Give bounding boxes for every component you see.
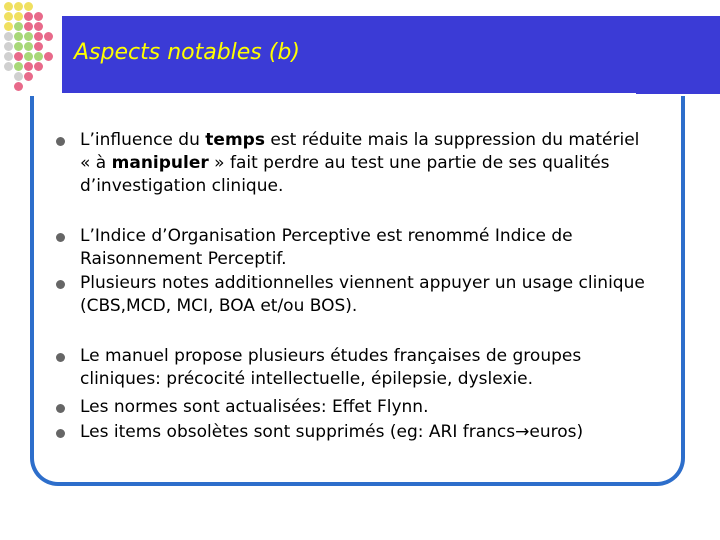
list-item-text: L’Indice d’Organisation Perceptive est renommé Indice de Raisonnement Perceptif.	[80, 226, 573, 269]
text-segment: L’influence du	[80, 130, 206, 150]
list-item-text: Le manuel propose plusieurs études françaises de groupes cliniques: précocité intellectuelle, épilepsie, dyslexie.	[80, 346, 582, 389]
bullet-icon	[56, 233, 65, 242]
list-item	[80, 225, 650, 271]
list-item	[80, 396, 650, 419]
text-segment: euros)	[529, 422, 584, 442]
list-item	[80, 272, 650, 318]
list-item-text: Plusieurs notes additionnelles viennent appuyer un usage clinique (CBS,MCD, MCI, BOA et/ou BOS).	[80, 273, 645, 316]
list-item	[80, 345, 650, 391]
slide-title: Aspects notables (b)	[74, 40, 300, 65]
list-item	[80, 129, 650, 198]
text-segment: » fait perdre au test une partie de ses qualités d’investigation clinique.	[80, 153, 610, 196]
bullet-icon	[56, 429, 65, 438]
bullet-icon	[56, 280, 65, 289]
bullet-icon	[56, 137, 65, 146]
emphasis-temps: temps	[205, 130, 265, 150]
bullet-icon	[56, 353, 65, 362]
arrow-right-icon: →	[515, 422, 530, 442]
text-segment: est réduite mais la suppression du matériel « à	[80, 130, 640, 173]
bullet-icon	[56, 404, 65, 413]
list-item-text: Les normes sont actualisées: Effet Flynn.	[80, 397, 429, 417]
list-item-text	[80, 129, 650, 198]
text-segment: Les items obsolètes sont supprimés (eg: ARI francs	[80, 422, 516, 442]
list-item	[80, 421, 650, 444]
list-item-text	[80, 421, 650, 444]
emphasis-manipuler: manipuler	[111, 153, 209, 173]
